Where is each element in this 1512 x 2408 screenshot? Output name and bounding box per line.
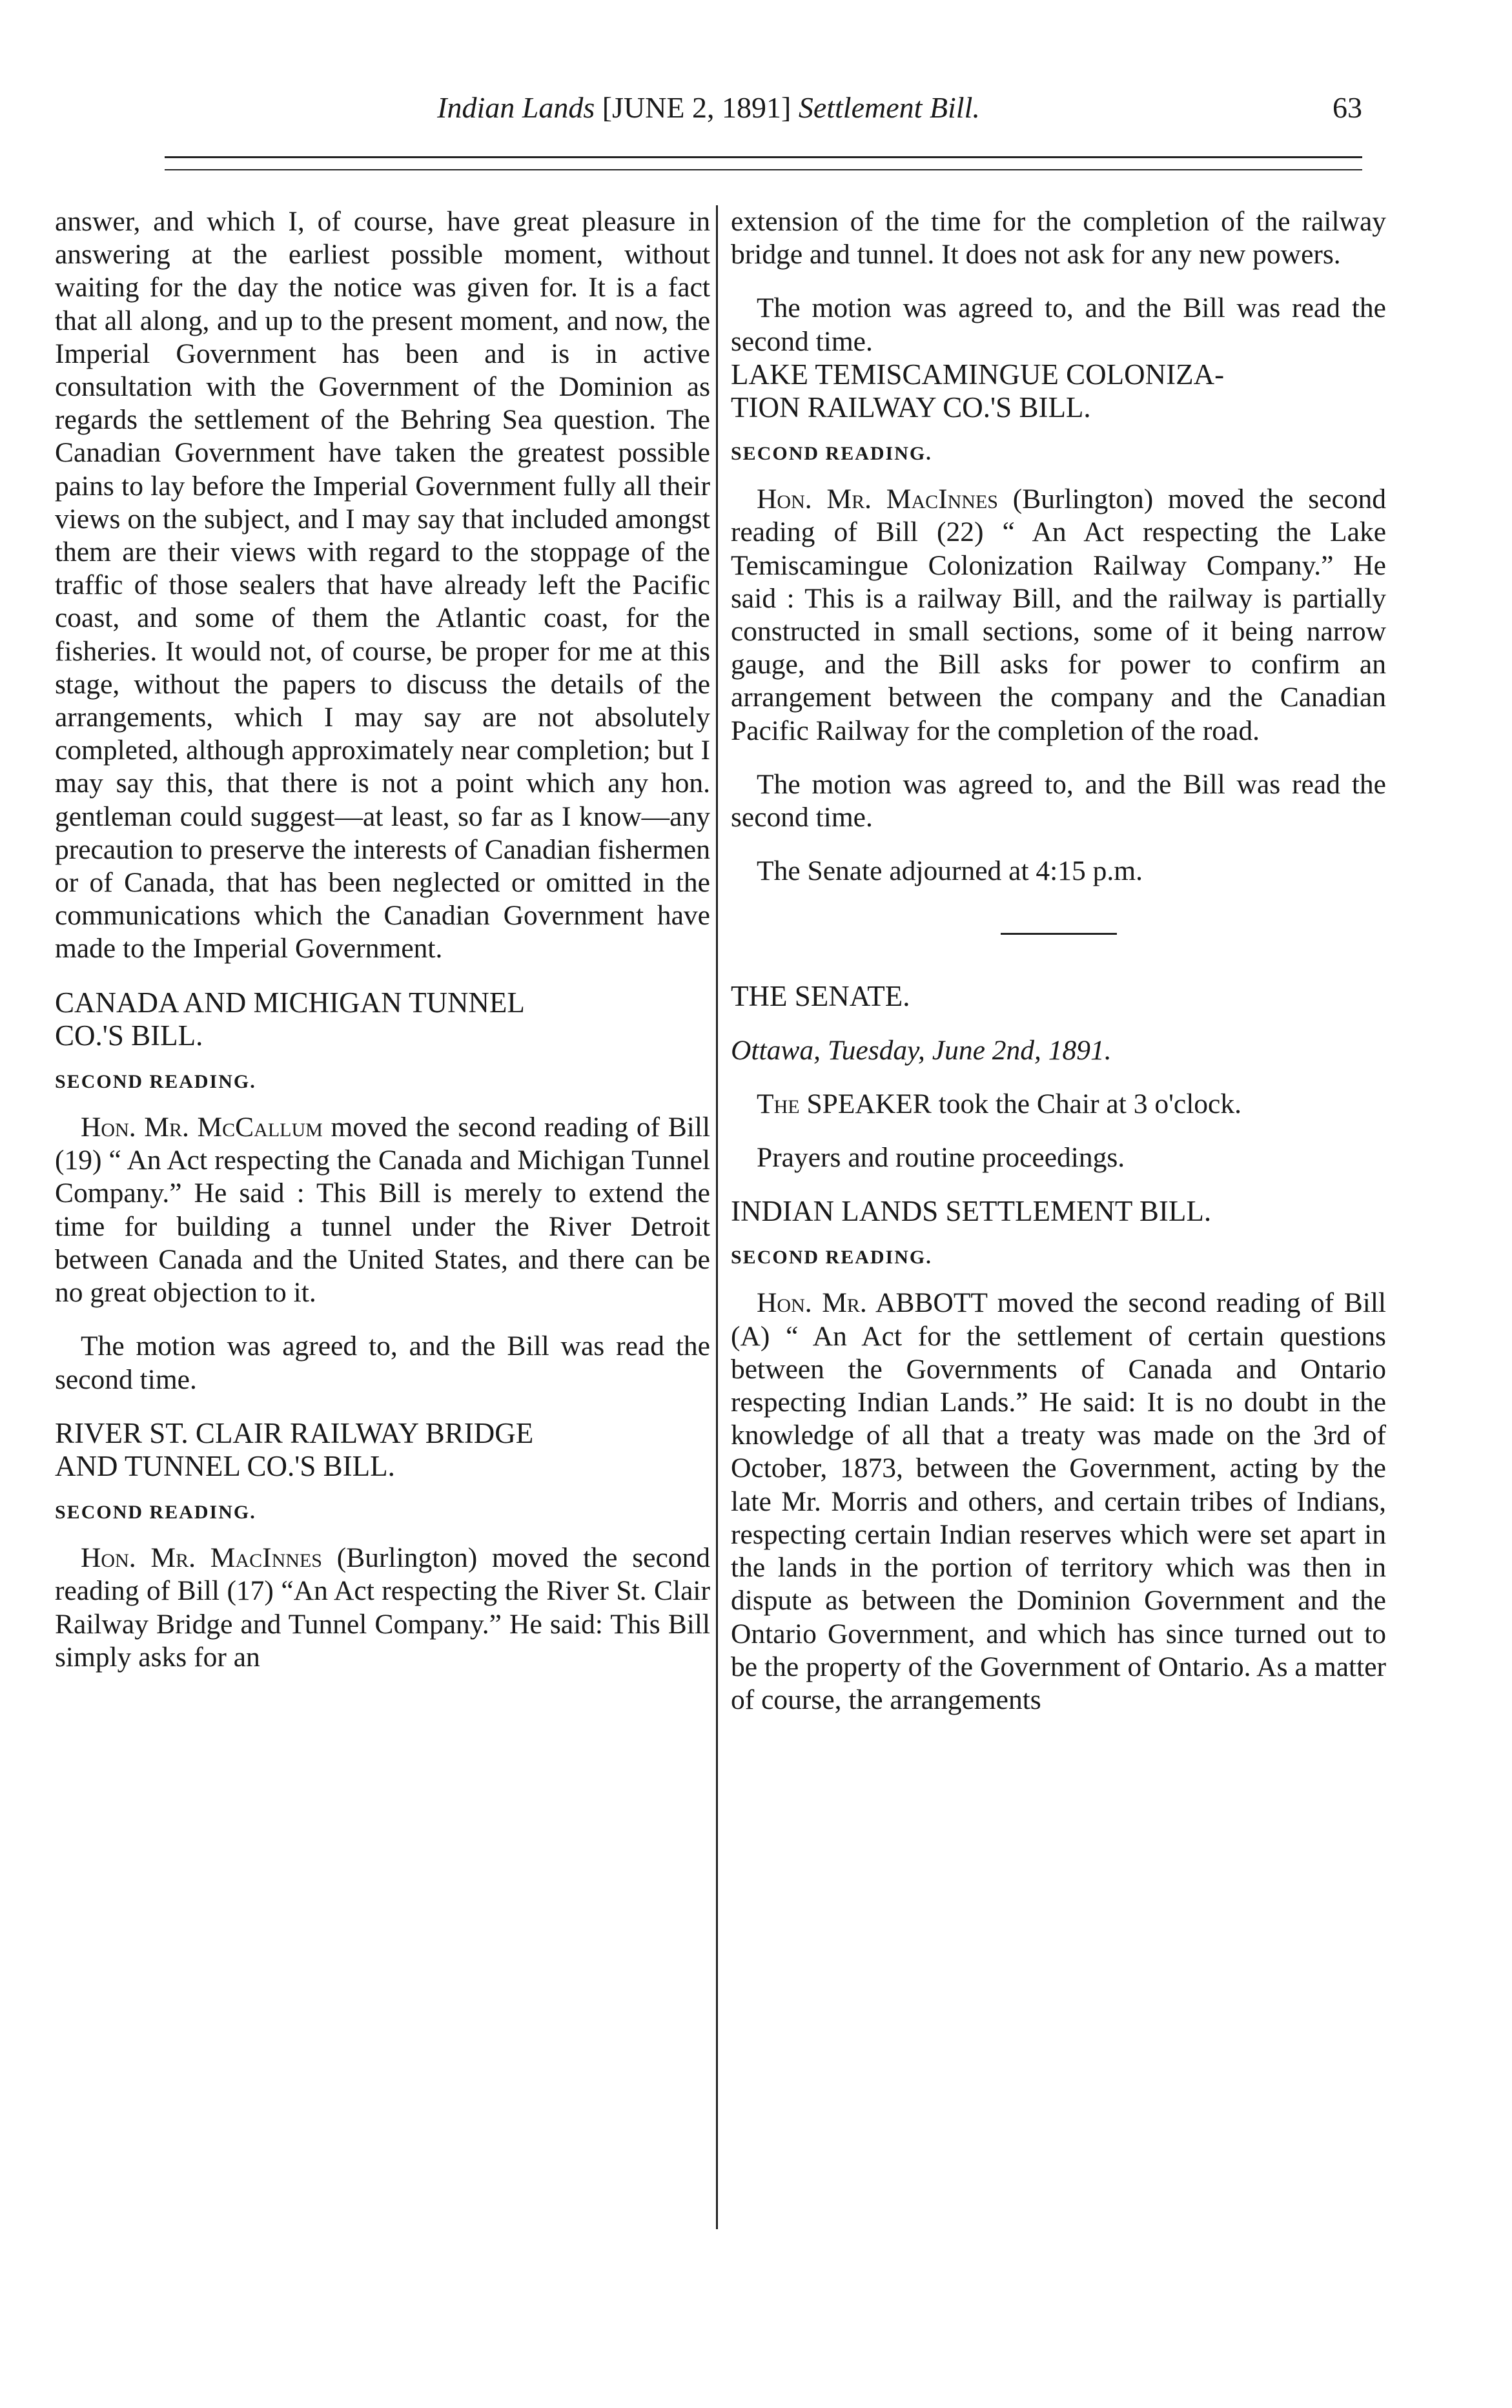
sitting-date: Ottawa, Tuesday, June 2nd, 1891. [731,1034,1112,1066]
speaker-name: Hon. Mr. MacInnes [757,484,998,515]
section-heading-cont: CO.'S BILL. [55,1019,203,1052]
running-head [165,90,1252,125]
paragraph [731,1088,1386,1121]
header-rule-thin [165,169,1362,170]
paragraph: extension of the time for the completion of the railway bridge and tunnel. It does not ask for any new powers. [731,206,1386,270]
section-subheading: SECOND READING. [55,1502,256,1524]
section-heading-cont: TION RAILWAY CO.'S BILL. [731,391,1091,424]
section-heading: LAKE TEMISCAMINGUE COLONIZA- [731,358,1225,391]
paragraph: The motion was agreed to, and the Bill was read the second time. [731,768,1386,833]
adjournment-line: The Senate adjourned at 4:15 p.m. [757,855,1143,887]
section-heading: INDIAN LANDS SETTLEMENT BILL. [731,1195,1212,1228]
section-subheading: SECOND READING. [731,443,932,465]
section-subheading: SECOND READING. [55,1071,256,1093]
paragraph: The motion was agreed to, and the Bill was read the second time. [731,292,1386,357]
section-subheading: SECOND READING. [731,1247,932,1269]
paragraph-text: moved the second reading of Bill (19) “ An Act respecting the Canada and Michigan Tunnel Company.” He said : This Bill is merely to extend the time for building a tunnel under the River Detroit between Canada and the United States, and there can be no great objection to it. [55,1112,711,1309]
paragraph: The motion was agreed to, and the Bill was read the second time. [55,1331,710,1395]
paragraph [55,1111,710,1309]
paragraph [731,1287,1386,1717]
column-divider [716,205,718,2229]
page-header [165,90,1362,136]
left-column [55,205,710,1674]
running-head-date: [JUNE 2, 1891] [602,91,792,124]
speaker-name: Hon. Mr. [757,1287,867,1319]
section-heading: CANADA AND MICHIGAN TUNNEL [55,986,525,1019]
paragraph-text: SPEAKER took the Chair at 3 o'clock. [806,1088,1241,1119]
page-number: 63 [1333,91,1362,124]
header-rule-thick [165,156,1362,158]
running-head-right: Settlement Bill. [798,91,980,124]
speaker-name: Hon. Mr. McCallum [81,1112,323,1143]
paragraph: answer, and which I, of course, have great pleasure in answering at the earliest possible moment, without waiting for the day the notice was given for. It is a fact that all along, and up to the present moment, and now, the Imperial Government has been and is in active consultation with the Government of the Dominion as regards the settlement of the Behring Sea question. The Canadian Government have taken the greatest possible pains to lay before the Imperial Government fully all their views on the subject, and I may say that included amongst them are their views with regard to the stoppage of the traffic of those sealers that have already left the Pacific coast, and some of them the Atlantic coast, for the fisheries. It would not, of course, be proper for me at this stage, without the papers to discuss the details of the arrangements, which I may say are not absolutely completed, although approximately near completion; but I may say this, that there is not a point which any hon. gentleman could suggest—at least, so far as I know—any precaution to preserve the interests of Canadian fishermen or of Canada, that has been neglected or omitted in the communications which the Canadian Government have made to the Imperial Government. [55,206,710,964]
senate-heading: THE SENATE. [731,980,910,1013]
right-column [731,205,1386,1717]
paragraph-text: (Burlington) moved the second reading of Bill (17) “An Act respecting the River St. Clair Railway Bridge and Tunnel Company.” He said: This Bill simply asks for an [55,1542,710,1673]
paragraph [731,483,1386,748]
speaker-name: Hon. Mr. MacInnes [81,1542,322,1574]
section-heading-cont: AND TUNNEL CO.'S BILL. [55,1449,395,1482]
paragraph-text: ABBOTT moved the second reading of Bill (A) “ An Act for the settlement of certain questions between the Governments of Canada and Ontario respecting Indian Lands.” He said: It is no doubt in the knowledge of all that a treaty was made on the 3rd of October, 1873, between the Government, acting by the late Mr. Morris and others, and certain tribes of Indians, respecting certain Indian reserves which were set apart in the lands in the portion of territory which was then in dispute as between the Dominion Government and the Ontario Government, and which has since turned out to be the property of the Government of Ontario. As a matter of course, the arrangements [731,1287,1386,1715]
paragraph [55,1542,710,1674]
running-head-left: Indian Lands [437,91,595,124]
paragraph: Prayers and routine proceedings. [757,1142,1125,1174]
section-heading: RIVER ST. CLAIR RAILWAY BRIDGE [55,1416,534,1449]
paragraph-text: (Burlington) moved the second reading of Bill (22) “ An Act respecting the Lake Temiscamingue Colonization Railway Company.” He said : This is a railway Bill, and the railway is partially constructed in small sections, some of it being narrow gauge, and the Bill asks for power to confirm an arrangement between the company and the Canadian Pacific Railway for the completion of the road. [731,484,1386,746]
speaker-name: The [757,1088,800,1119]
